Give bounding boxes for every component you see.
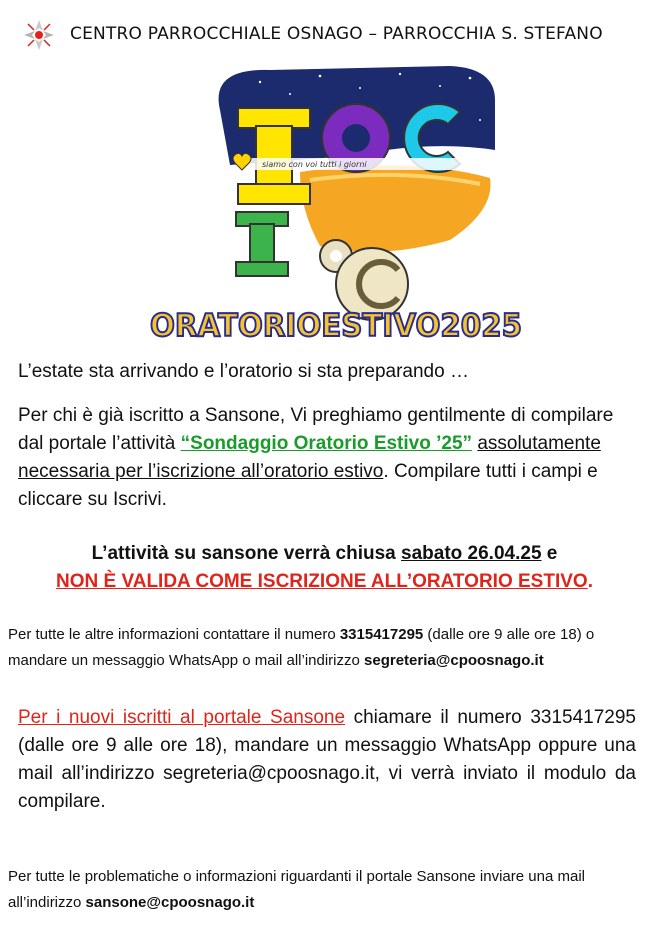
contact-info: Per tutte le altre informazioni contattare il numero 3315417295 (dalle ore 9 alle ore 18) o mandare un messaggio WhatsApp o mail all’indirizzo segreteria@cpoosnago.it [8, 626, 595, 669]
banner-oratorio-text: ORATORIOESTIVO2025 [150, 308, 522, 344]
oratorio-banner-illustration [150, 60, 530, 350]
activity-name: “Sondaggio Oratorio Estivo ’25” [180, 433, 473, 454]
new-users-text: Per i nuovi iscritti al portale Sansone chiamare il numero 3315417295 (dalle ore 9 alle ore 18), mandare un messaggio WhatsApp oppure una mail all’indirizzo segreteria@cpoosnago.it, vi verrà inviato il modulo da compilare. [18, 707, 636, 812]
closing-date-line: L’attività su sansone verrà chiusa sabato 26.04.25 e [91, 543, 558, 564]
header [22, 18, 632, 52]
parish-cross-logo-icon [22, 18, 56, 52]
problems-info: Per tutte le problematiche o informazioni riguardanti il portale Sansone inviare una mail all’indirizzo sansone@cpoosnago.it [8, 868, 585, 911]
sansone-instructions: Per chi è già iscritto a Sansone, Vi preghiamo gentilmente di compilare dal portale l’attività “Sondaggio Oratorio Estivo ’25” assolutamente necessaria per l’iscrizione all’oratorio estivo. Compilare tutti i campi e cliccare su Iscrivi. [18, 405, 614, 510]
new-users-lead: Per i nuovi iscritti al portale Sansone [18, 707, 346, 728]
not-valid-warning: NON È VALIDA COME ISCRIZIONE ALL’ORATORIO ESTIVO. [56, 571, 593, 592]
sansone-email: sansone@cpoosnago.it [85, 894, 255, 911]
header-title: CENTRO PARROCCHIALE OSNAGO – PARROCCHIA S. STEFANO [70, 24, 603, 44]
necessary-note: assolutamente necessaria per l’iscrizione all’oratorio estivo [18, 433, 601, 482]
segreteria-email: segreteria@cpoosnago.it [364, 652, 544, 669]
banner-tagline: siamo con voi tutti i giorni [262, 160, 367, 169]
phone-number: 3315417295 [339, 626, 424, 643]
intro-text: L’estate sta arrivando e l’oratorio si sta preparando … [18, 361, 469, 382]
